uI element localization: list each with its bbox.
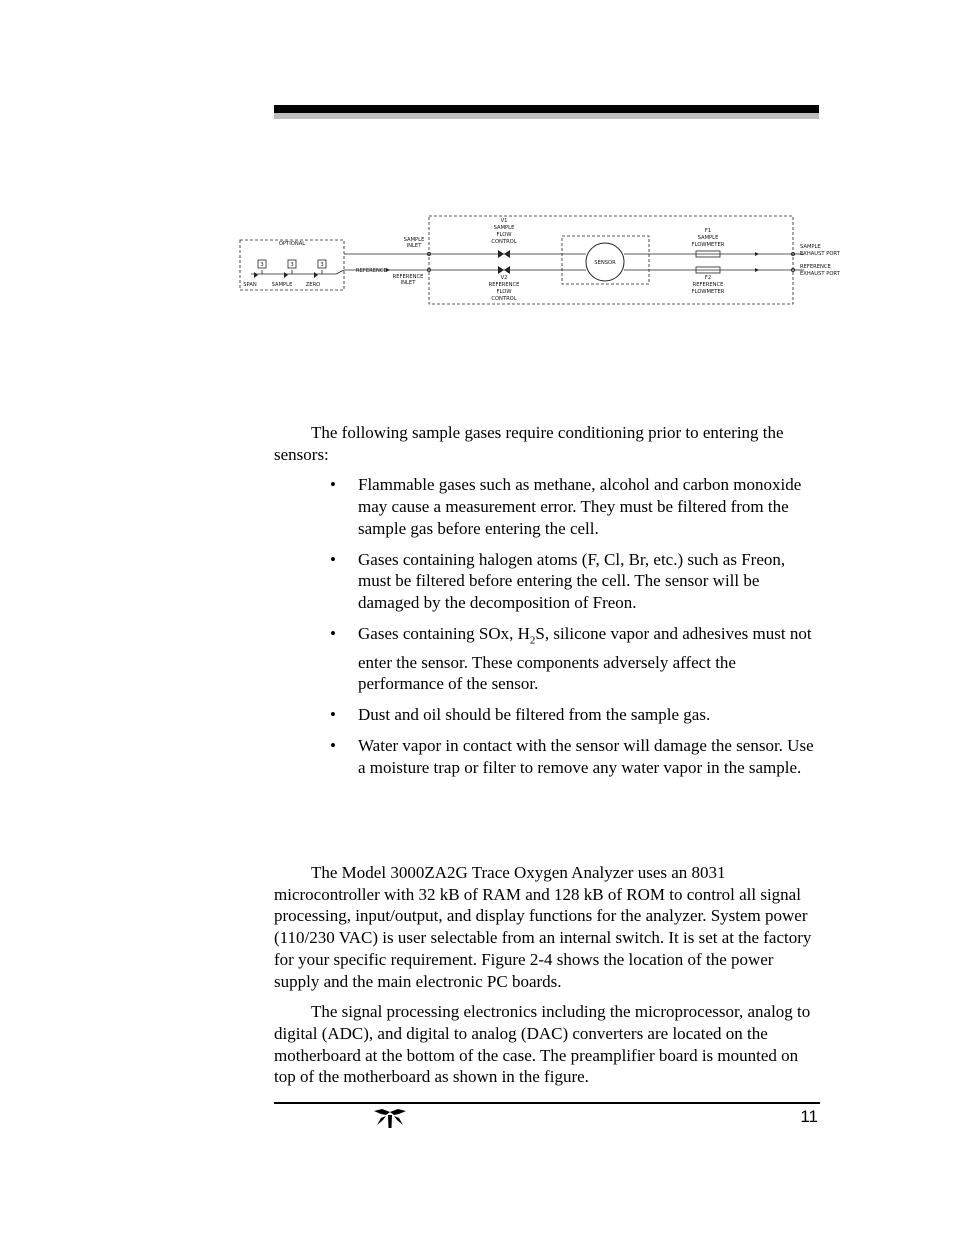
diagram-reference-inlet-line2: INLET xyxy=(400,280,416,286)
diagram-v2-line4: CONTROL xyxy=(491,296,517,302)
diagram-valve-number: 3 xyxy=(290,262,294,268)
diagram-f1-line3: FLOWMETER xyxy=(691,242,725,248)
diagram-valve-number: 3 xyxy=(320,262,324,268)
diagram-f1-line1: F1 xyxy=(704,228,712,234)
footer-rule xyxy=(274,1102,820,1104)
page-number: 11 xyxy=(800,1107,818,1126)
list-item-text: Water vapor in contact with the sensor will damage the sensor. Use a moisture trap or filter to remove any water vapor in the sample. xyxy=(358,735,814,777)
diagram-f1-line2: SAMPLE xyxy=(697,235,719,241)
list-item-text: Dust and oil should be filtered from the sample gas. xyxy=(358,705,711,725)
list-item xyxy=(274,549,820,614)
bullet-marker: • xyxy=(330,705,336,725)
list-item-text: Gases containing halogen atoms (F, Cl, Br, etc.) such as Freon, must be filtered before entering the cell. The sensor will be damaged by the decomposition of Freon. xyxy=(358,549,786,612)
diagram-zero-label: ZERO xyxy=(305,282,321,288)
subscript: 2 xyxy=(529,634,536,647)
diagram-reference-inlet-line1: REFERENCE xyxy=(392,274,424,280)
list-item-text-part: Gases containing SOx, H xyxy=(358,623,530,643)
diagram-valve-number: 3 xyxy=(260,262,264,268)
bullet-marker: • xyxy=(330,623,336,643)
list-item-text-part: S, silicone vapor and adhesives must not enter the sensor. These components adversely affect the performance of the sensor. xyxy=(358,623,812,694)
diagram-v2-line2: REFERENCE xyxy=(488,282,520,288)
diagram-reference-label: REFERENCE xyxy=(356,268,387,274)
conditioning-section xyxy=(274,422,820,787)
diagram-v1-line4: CONTROL xyxy=(491,239,517,245)
teledyne-logo-icon xyxy=(372,1106,408,1130)
diagram-reference-exhaust-line1: REFERENCE xyxy=(800,264,831,270)
diagram-span-label: SPAN xyxy=(243,282,257,288)
diagram-sensor-label: SENSOR xyxy=(594,260,616,266)
list-item xyxy=(274,474,820,539)
bullet-marker: • xyxy=(330,475,336,495)
diagram-f2-line2: REFERENCE xyxy=(692,282,724,288)
gas-flow-diagram xyxy=(236,208,856,312)
diagram-sample-exhaust-line2: EXHAUST PORT xyxy=(800,251,840,257)
diagram-reference-exhaust-line2: EXHAUST PORT xyxy=(800,271,840,277)
bullet-marker: • xyxy=(330,549,336,569)
diagram-v2-line1: V2 xyxy=(500,275,508,281)
header-rule xyxy=(274,105,819,113)
list-item-text xyxy=(358,624,812,694)
microcontroller-section xyxy=(274,862,820,1097)
diagram-sample-exhaust-line1: SAMPLE xyxy=(800,244,821,250)
diagram-v1-line2: SAMPLE xyxy=(493,225,515,231)
list-item xyxy=(274,623,820,696)
diagram-f2-line3: FLOWMETER xyxy=(691,289,725,295)
diagram-f2-line1: F2 xyxy=(704,275,712,281)
intro-paragraph: The following sample gases require conditioning prior to entering the sensors: xyxy=(274,423,784,464)
list-item xyxy=(274,735,820,778)
diagram-sample-label: SAMPLE xyxy=(271,282,293,288)
list-item xyxy=(274,704,820,726)
body-paragraph: The Model 3000ZA2G Trace Oxygen Analyzer uses an 8031 microcontroller with 32 kB of RAM and 128 kB of ROM to control all signal processing, input/output, and display functions for the analyzer. System power (110/230 VAC) is user selectable from an internal switch. It is set at the factory for your specific requirement. Figure 2-4 shows the location of the power supply and the main electronic PC boards. xyxy=(274,863,812,991)
list-item-text: Flammable gases such as methane, alcohol and carbon monoxide may cause a measurement error. They must be filtered from the sample gas before entering the cell. xyxy=(358,475,802,538)
gas-conditioning-list xyxy=(274,474,820,778)
diagram-sample-inlet-line1: SAMPLE xyxy=(403,237,425,243)
header-rule-shadow xyxy=(274,113,819,119)
body-paragraph: The signal processing electronics including the microprocessor, analog to digital (ADC), and digital to analog (DAC) converters are located on the motherboard at the bottom of the case. The preamplifier board is mounted on top of the motherboard as shown in the figure. xyxy=(274,1002,811,1087)
diagram-optional-label: OPTIONAL xyxy=(278,241,306,247)
diagram-v2-line3: FLOW xyxy=(496,289,512,295)
diagram-v1-line1: V1 xyxy=(500,218,508,224)
diagram-v1-line3: FLOW xyxy=(496,232,512,238)
diagram-sample-inlet-line2: INLET xyxy=(406,243,422,249)
bullet-marker: • xyxy=(330,735,336,755)
